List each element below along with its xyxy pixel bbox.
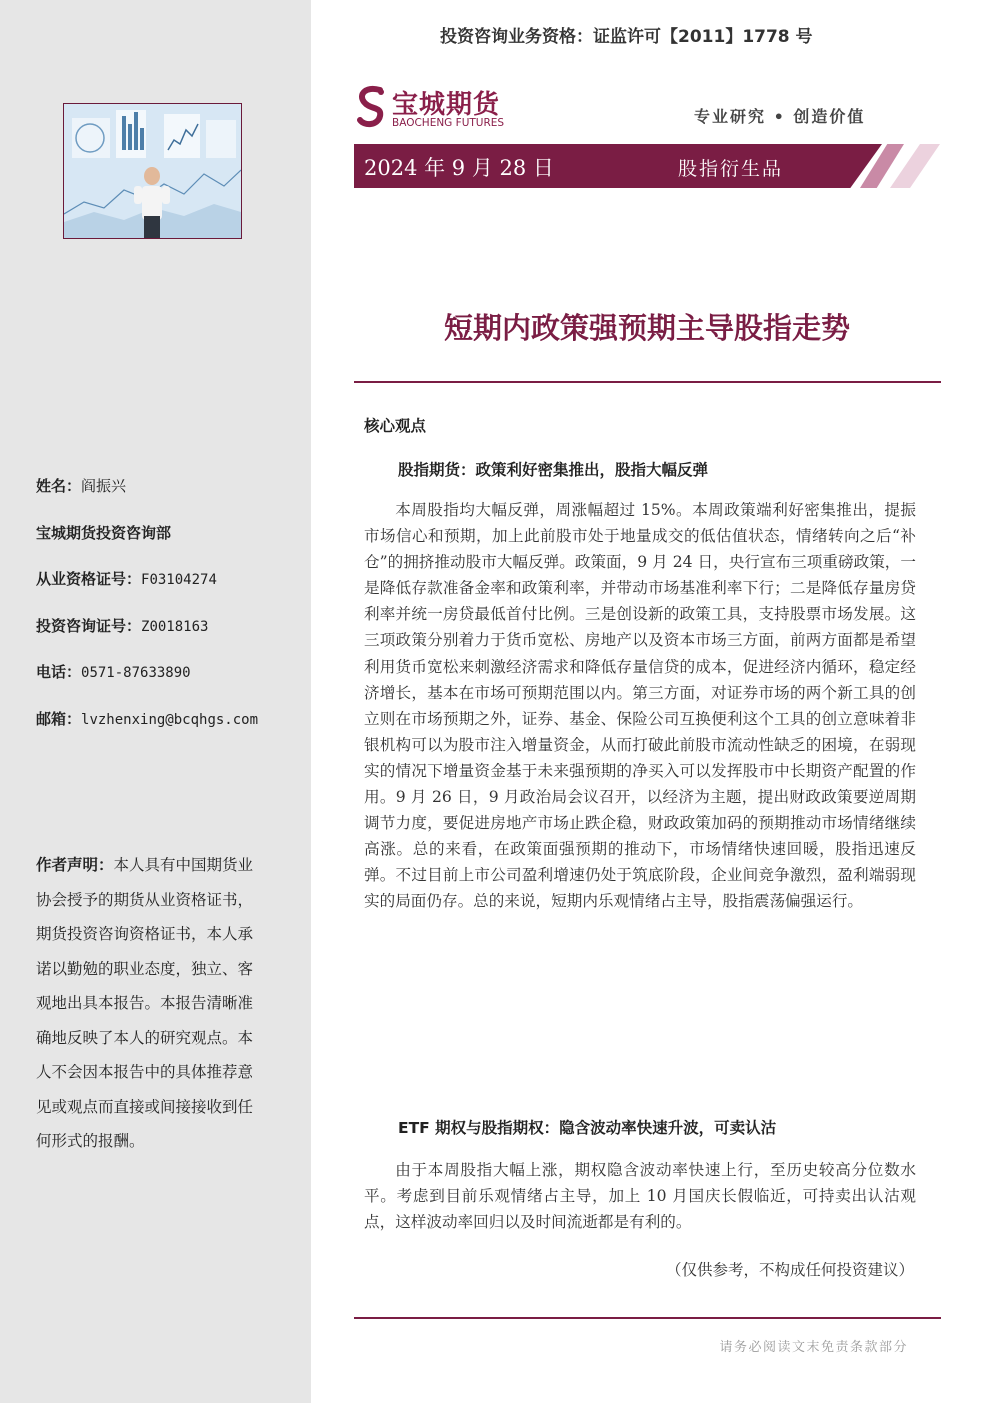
consult-label: 投资咨询证号： xyxy=(36,616,142,635)
author-department: 宝城期货投资咨询部 xyxy=(36,523,172,542)
company-logo xyxy=(354,84,524,132)
author-name-label: 姓名： xyxy=(36,477,82,495)
logo-english-name: BAOCHENG FUTURES xyxy=(392,117,505,129)
subheading-index-futures: 股指期货：政策利好密集推出，股指大幅反弹 xyxy=(398,461,709,479)
logo-chinese-name: 宝城期货 xyxy=(392,90,501,120)
qualification-number: F03104274 xyxy=(141,572,217,589)
paragraph-options: 由于本周股指大幅上涨，期权隐含波动率快速上行，至历史较高分位数水平。考虑到目前乐观情绪占主导，加上 10 月国庆长假临近，可持卖出认沽观点，这样波动率回归以及时间流逝都是有利的。 xyxy=(364,1161,916,1232)
author-name: 阎振兴 xyxy=(81,477,127,495)
author-info xyxy=(36,474,296,754)
phone-label: 电话： xyxy=(36,663,82,682)
email-label: 邮箱： xyxy=(36,709,82,728)
author-name-row xyxy=(36,474,296,521)
slogan: 专业研究 • 创造价值 xyxy=(694,107,866,126)
footer-divider xyxy=(354,1317,941,1319)
report-category: 股指衍生品 xyxy=(678,158,784,180)
declaration-label: 作者声明： xyxy=(36,856,114,874)
logo-mark-icon xyxy=(354,84,390,130)
paragraph-index-futures: 本周股指均大幅反弹，周涨幅超过 15%。本周政策端利好密集推出，提振市场信心和预期，加上此前股市处于地量成交的低估值状态，情绪转向之后“补仓”的拥挤推动股市大幅反弹。政策面，9 月 24 日，央行宣布三项重磅政策，一是降低存款准备金率和政策利率，并带动市场基准利率下行；二是降低存量房贷利率并统一房贷最低首付比例。三是创设新的政策工具，支持股票市场发展。这三项政策分别着力于货币宽松、房地产以及资本市场三方面，前两方面都是希望利用货币宽松来刺激经济需求和降低存量信贷的成本，促进经济内循环，稳定经济增长，基本在市场可预期范围以内。第三方面，对证券市场的两个新工具的创立则在市场预期之外，证券、基金、保险公司互换便利这个工具的创立意味着非银机构可以为股市注入增量资金，从而打破此前股市流动性缺乏的困境，在弱现实的情况下增量资金基于未来强预期的净买入可以发挥股市中长期资产配置的作用。9 月 26 日，9 月政治局会议召开，以经济为主题，提出财政政策要逆周期调节力度，要促进房地产市场止跌企稳，财政政策加码的预期推动市场情绪继续高涨。总的来看，在政策面强预期的推动下，市场情绪快速回暖，股指迅速反弹。不过目前上市公司盈利增速仍处于筑底阶段，企业间竞争激烈，盈利端弱现实的局面仍存。总的来说，短期内乐观情绪占主导，股指震荡偏强运行。 xyxy=(364,501,916,911)
declaration-text: 本人具有中国期货业协会授予的期货从业资格证书，期货投资咨询资格证书，本人承诺以勤勉的职业态度，独立、客观地出具本报告。本报告清晰准确地反映了本人的研究观点。本人不会因本报告中的具体推荐意见或观点而直接或间接接收到任何形式的报酬。 xyxy=(36,856,254,1150)
sidebar xyxy=(0,0,311,1403)
cover-image xyxy=(63,103,242,239)
consult-number: Z0018163 xyxy=(141,618,209,635)
author-declaration xyxy=(36,848,266,1159)
qualification-row xyxy=(36,567,296,614)
disclaimer-notice: 请务必阅读文末免责条款部分 xyxy=(719,1340,908,1355)
section-label: 核心观点 xyxy=(364,417,427,435)
date-banner xyxy=(354,144,940,188)
report-title: 短期内政策强预期主导股指走势 xyxy=(443,311,850,345)
title-divider xyxy=(354,381,941,383)
consult-row xyxy=(36,614,296,661)
qualification-header: 投资咨询业务资格：证监许可【2011】1778 号 xyxy=(440,27,813,47)
phone-row xyxy=(36,660,296,707)
email-address[interactable]: lvzhenxing@bcqhgs.com xyxy=(81,711,259,728)
report-date: 2024 年 9 月 28 日 xyxy=(364,156,554,180)
reference-note: （仅供参考，不构成任何投资建议） xyxy=(665,1261,914,1279)
subheading-options: ETF 期权与股指期权：隐含波动率快速升波，可卖认沽 xyxy=(398,1119,777,1137)
phone-number: 0571-87633890 xyxy=(81,665,191,682)
email-row xyxy=(36,707,296,754)
qualification-label: 从业资格证号： xyxy=(36,570,142,589)
